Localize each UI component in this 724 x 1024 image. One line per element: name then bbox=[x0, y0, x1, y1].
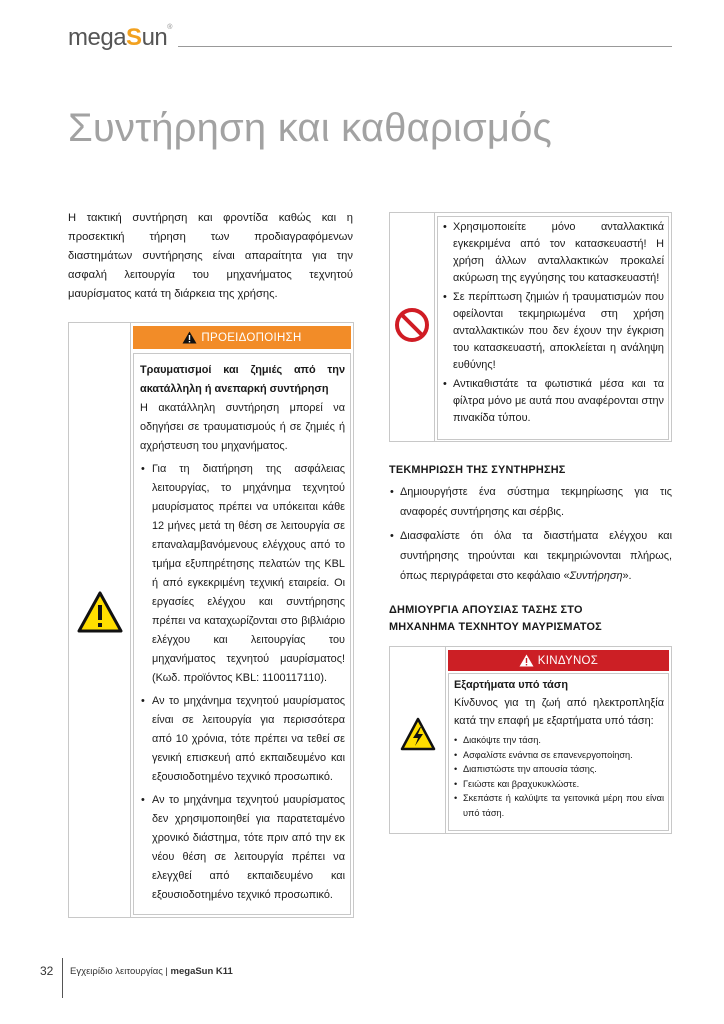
warning-heading: Τραυματισμοί και ζημιές από την ακατάλληλη ή ανεπαρκή συντήρηση bbox=[140, 364, 345, 395]
danger-icon-column bbox=[390, 647, 446, 833]
list-item: • Σε περίπτωση ζημιών ή τραυματισμών που οφείλονται τεκμηριωμένα στη χρήση ανταλλακτικών που δεν έχουν την έγκριση του κατασκευαστή, αποκλείεται η ανάληψη ευθύνης! bbox=[442, 289, 664, 374]
footer-divider bbox=[62, 958, 63, 998]
documentation-title: ΤΕΚΜΗΡΙΩΣΗ ΤΗΣ ΣΥΝΤΗΡΗΣΗΣ bbox=[389, 464, 566, 476]
danger-heading: Εξαρτήματα υπό τάση bbox=[454, 679, 568, 691]
megasun-logo: megaSun® bbox=[68, 24, 172, 51]
electrical-hazard-icon bbox=[400, 717, 436, 751]
page-number: 32 bbox=[40, 964, 54, 978]
list-item: • Ασφαλίστε ενάντια σε επανενεργοποίηση. bbox=[454, 748, 664, 763]
exclamation-triangle-icon bbox=[182, 331, 197, 344]
warning-triangle-icon bbox=[77, 591, 123, 633]
warning-bullet-list bbox=[140, 460, 345, 905]
warning-header bbox=[133, 326, 351, 349]
warning-label: ΠΡΟΕΙΔΟΠΟΙΗΣΗ bbox=[201, 331, 302, 344]
prohibition-body bbox=[437, 216, 669, 440]
list-item: • Σκεπάστε ή καλύψτε τα γειτονικά μέρη που είναι υπό τάση. bbox=[454, 791, 664, 820]
warning-body bbox=[133, 353, 351, 915]
footer-text: Εγχειρίδιο λειτουργίας | megaSun K11 bbox=[70, 966, 233, 977]
list-item: • Για τη διατήρηση της ασφάλειας λειτουργίας, το μηχάνημα τεχνητού μαυρίσματος πρέπει να υπόκειται κάθε 12 μήνες μετά τη θέση σε λειτουργία σε επαναλαμβανόμενους ελέγχους από το τμήμα εξυπηρέτησης πελατών της KBL ή από εγκεκριμένη τεχνική εταιρεία. Οι εργασίες ελέγχου και συντήρησης πρέπει να καταχωρίζονται στο βιβλιάριο ελέγχου και λειτουργίας του μηχανήματος τεχνητού μαυρίσματος! (Κωδ. προϊόντος KBL: 1100117110). bbox=[140, 460, 345, 688]
page-title: Συντήρηση και καθαρισμός bbox=[68, 106, 553, 150]
list-item: • Διακόψτε την τάση. bbox=[454, 733, 664, 748]
prohibition-icon-column bbox=[390, 213, 435, 441]
documentation-list bbox=[389, 478, 672, 586]
intro-paragraph: Η τακτική συντήρηση και φροντίδα καθώς και η προσεκτική τήρηση των προδιαγραφόμενων διαστημάτων συντήρησης είναι απαραίτητα για την ασφαλή λειτουργία του μηχανήματος τεχνητού μαυρίσματος κατά τη διάρκεια της χρήσης. bbox=[68, 212, 353, 300]
header-rule bbox=[178, 46, 672, 47]
warning-box bbox=[68, 322, 354, 918]
deenergize-title: ΔΗΜΙΟΥΡΓΙΑ ΑΠΟΥΣΙΑΣ ΤΑΣΗΣ ΣΤΟ ΜΗΧΑΝΗΜΑ ΤΕΧΝΗΤΟΥ ΜΑΥΡΙΣΜΑΤΟΣ bbox=[389, 604, 602, 633]
prohibition-bullet-list bbox=[442, 219, 664, 427]
danger-box bbox=[389, 646, 672, 834]
prohibition-sign-icon bbox=[394, 307, 430, 343]
warning-icon-column bbox=[69, 323, 131, 917]
list-item: • Δημιουργήστε ένα σύστημα τεκμηρίωσης για τις αναφορές συντήρησης και σέρβις. bbox=[389, 482, 672, 522]
list-item: • Αν το μηχάνημα τεχνητού μαυρίσματος δεν χρησιμοποιηθεί για παρατεταμένο χρονικό διάστημα, τότε πριν από την εκ νέου θέση σε λειτουργία πρέπει να ελεγχθεί από εκπαιδευμένο και εξουσιοδοτημένο τεχνικό προσωπικό. bbox=[140, 791, 345, 905]
danger-body bbox=[448, 673, 669, 831]
danger-lead: Κίνδυνος για τη ζωή από ηλεκτροπληξία κατά την επαφή με εξαρτήματα υπό τάση: bbox=[454, 697, 664, 727]
prohibition-box bbox=[389, 212, 672, 442]
danger-label: ΚΙΝΔΥΝΟΣ bbox=[537, 654, 599, 667]
list-item: • Αν το μηχάνημα τεχνητού μαυρίσματος είναι σε λειτουργία για περισσότερα από 10 χρόνια, τότε πρέπει να τεθεί σε γενική επισκευή από εκπαιδευμένο και εξουσιοδοτημένο τεχνικό προσωπικό. bbox=[140, 692, 345, 787]
list-item: • Χρησιμοποιείτε μόνο ανταλλακτικά εγκεκριμένα από τον κατασκευαστή! Η χρήση άλλων ανταλλακτικών προκαλεί ακύρωση της εγγύησης του κατασκευαστή! bbox=[442, 219, 664, 287]
list-item: • Διαπιστώστε την απουσία τάσης. bbox=[454, 762, 664, 777]
danger-header bbox=[448, 650, 669, 671]
danger-steps-list bbox=[454, 733, 664, 820]
warning-lead: Η ακατάλληλη συντήρηση μπορεί να οδηγήσει σε τραυματισμούς ή σε ζημιές ή αχρήστευση του μηχανήματος. bbox=[140, 402, 345, 452]
list-item: • Διασφαλίστε ότι όλα τα διαστήματα ελέγχου και συντήρησης τηρούνται και τεκμηριώνονται πλήρως, όπως περιγράφεται στο κεφάλαιο «Συντήρηση». bbox=[389, 526, 672, 586]
exclamation-triangle-icon bbox=[519, 654, 534, 667]
list-item: • Αντικαθιστάτε τα φωτιστικά μέσα και τα φίλτρα μόνο με αυτά που αναφέρονται στην πινακίδα τύπου. bbox=[442, 376, 664, 427]
list-item: • Γειώστε και βραχυκυκλώστε. bbox=[454, 777, 664, 792]
